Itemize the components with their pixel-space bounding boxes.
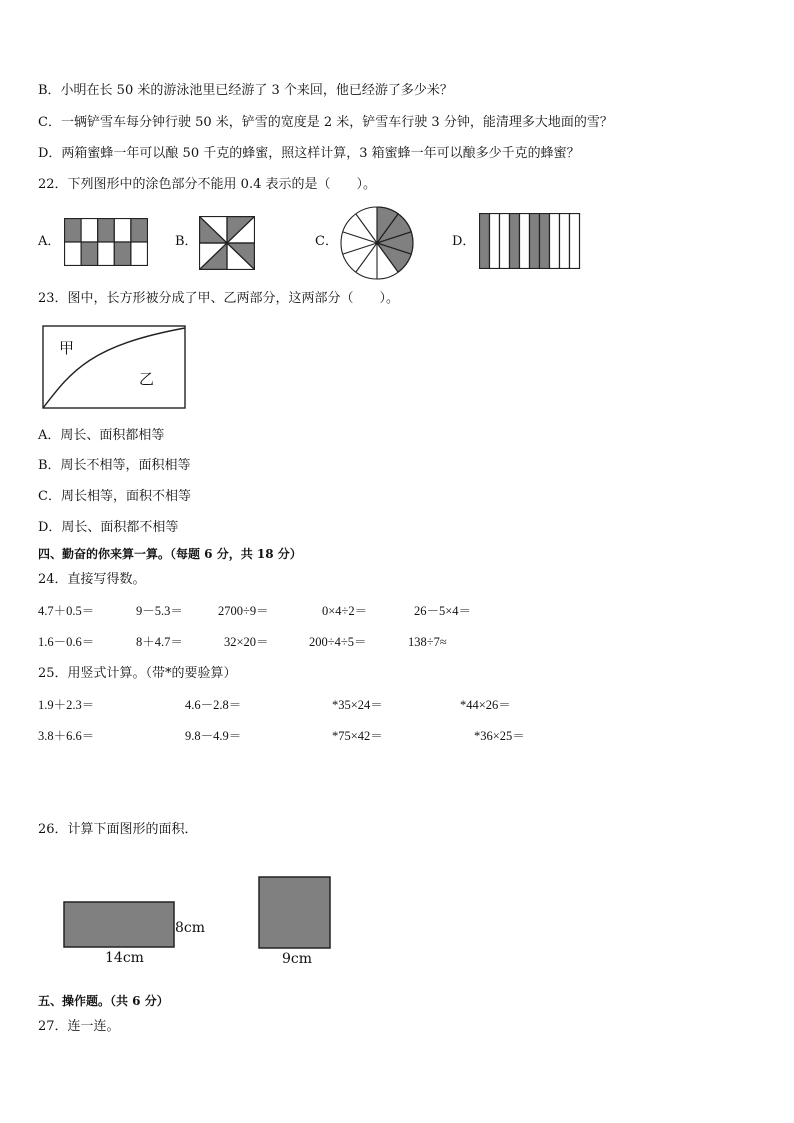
q24-item: 4.7＋0.5＝ [38, 604, 95, 618]
q22-figure-b [199, 216, 255, 270]
q26-square-side-label: 9cm [282, 951, 313, 967]
q23-label-jia: 甲 [59, 339, 75, 357]
q25-item: *35×24＝ [332, 698, 383, 712]
q26-rect-height-label: 8cm [175, 920, 206, 936]
q23-prompt: 23．图中，长方形被分成了甲、乙两部分，这两部分（ ）。 [38, 291, 400, 306]
q24-item: 2700÷9＝ [218, 604, 269, 618]
q24-item: 0×4÷2＝ [322, 604, 368, 618]
q24-item: 138÷7≈ [408, 635, 447, 649]
q24-item: 9－5.3＝ [136, 604, 183, 618]
q22-figure-a [64, 218, 148, 266]
q25-item: *36×25＝ [474, 729, 525, 743]
q26-square [259, 877, 330, 948]
q22-label-d: D． [452, 234, 476, 249]
q25-prompt: 25．用竖式计算。（带*的要验算） [38, 666, 237, 681]
q21-option-d: D．两箱蜜蜂一年可以酿 50 千克的蜂蜜，照这样计算，3 箱蜜蜂一年可以酿多少千克的蜂蜜？ [38, 146, 580, 161]
q25-item: 4.6－2.8＝ [185, 698, 242, 712]
q24-item: 26－5×4＝ [414, 604, 472, 618]
q22-label-c: C． [315, 234, 338, 249]
q23-label-yi: 乙 [139, 370, 155, 388]
q21-option-b: B．小明在长 50 米的游泳池里已经游了 3 个来回，他已经游了多少米？ [38, 83, 453, 98]
q25-item: 3.8＋6.6＝ [38, 729, 95, 743]
q24-item: 8＋4.7＝ [136, 635, 183, 649]
q21-option-c: C．一辆铲雪车每分钟行驶 50 米，铲雪的宽度是 2 米，铲雪车行驶 3 分钟，能清理多大地面的雪？ [38, 115, 613, 130]
q22-label-b: B． [175, 234, 198, 249]
q24-item: 1.6－0.6＝ [38, 635, 95, 649]
q25-item: *75×42＝ [332, 729, 383, 743]
q23-figure [42, 325, 188, 411]
q27-prompt: 27．连一连。 [38, 1019, 120, 1034]
q25-item: 1.9＋2.3＝ [38, 698, 95, 712]
q22-label-a: A． [38, 234, 61, 249]
q22-figure-d [479, 213, 581, 269]
q25-item: *44×26＝ [460, 698, 511, 712]
q23-option-b: B．周长不相等，面积相等 [38, 458, 191, 473]
q23-option-c: C．周长相等，面积不相等 [38, 489, 191, 504]
q24-item: 200÷4÷5＝ [309, 635, 367, 649]
section-4-heading: 四、勤奋的你来算一算。（每题 6 分，共 18 分） [38, 547, 302, 561]
q22-figure-c [340, 206, 414, 280]
q26-rectangle-figure [60, 899, 212, 969]
q24-prompt: 24．直接写得数。 [38, 572, 146, 587]
q23-option-a: A．周长、面积都相等 [38, 428, 165, 443]
q26-square-figure [256, 874, 336, 970]
q24-item: 32×20＝ [224, 635, 269, 649]
q23-option-d: D．周长、面积都不相等 [38, 520, 179, 535]
q22-prompt: 22．下列图形中的涂色部分不能用 0.4 表示的是（ ）。 [38, 177, 376, 192]
q26-prompt: 26．计算下面图形的面积． [38, 822, 198, 837]
q26-rect-width-label: 14cm [105, 950, 144, 966]
q25-item: 9.8－4.9＝ [185, 729, 242, 743]
section-5-heading: 五、操作题。（共 6 分） [38, 994, 169, 1008]
q26-rectangle [64, 902, 174, 947]
